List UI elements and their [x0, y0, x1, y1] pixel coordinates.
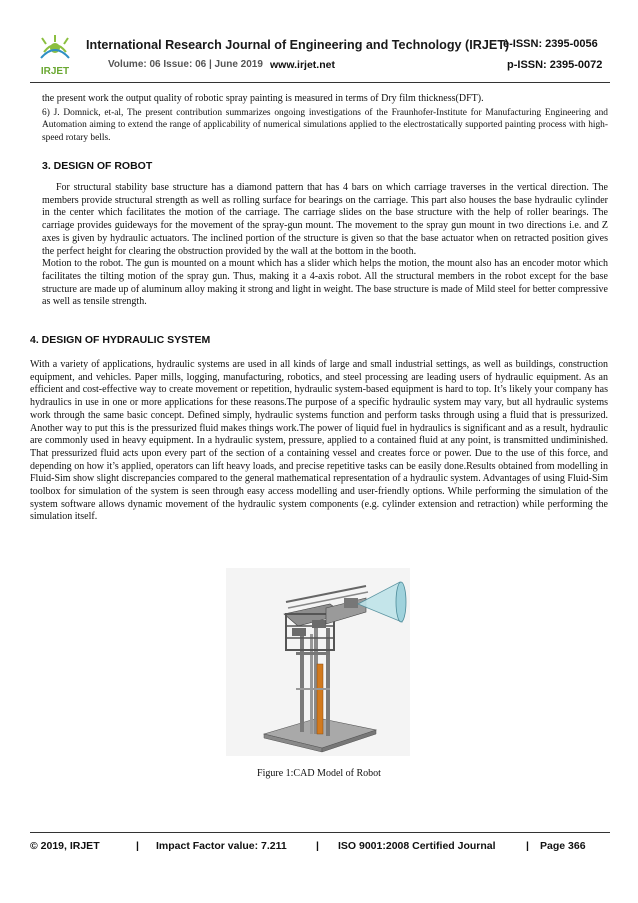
journal-header: [0, 0, 638, 88]
section-3-paragraph-1: For structural stability base structure has a diamond pattern that has 4 bars on which carriage traverses in the vertical direction. The members provide structural strength as well as rolling surface for bearings on the carriage. This part also houses the base hydraulic cylinder in the center which facilitates the motion of the carriage. The carriage slides on the base structure with the help of roller bearings. The carriage provides guideways for the movement of the spray-gun mount. The movement to the spray gun mount in two directions i.e. and Z axes is given by hydraulic actuators. The inclined portion of the structure is given so that the base actuator when on retracted position gives the perfect height for clearing the obstruction provided by the wall at the bottom in the booth.: [42, 182, 608, 257]
section-3-body: [42, 182, 608, 309]
p-issn: p-ISSN: 2395-0072: [507, 59, 603, 71]
section-4-body: [30, 359, 608, 524]
journal-website[interactable]: www.irjet.net: [270, 59, 335, 71]
footer-page-number: Page 366: [540, 840, 586, 852]
footer-iso: ISO 9001:2008 Certified Journal: [338, 840, 496, 852]
svg-text:IRJET: IRJET: [40, 66, 70, 77]
section-4-paragraph-1: With a variety of applications, hydraulic systems are used in all kinds of large and small industrial settings, as well as buildings, construction equipment, and vehicles. Paper mills, logging, manufacturing, robotics, and steel processing are leading users of hydraulic equipment. As an efficient and cost-effective way to create movement or repetition, hydraulic system-based equipment is hard to top. It’s likely your company has hydraulics in use in one or more applications for these reasons.The purpose of a specific hydraulic system may vary, but all hydraulic systems work through the same basic concept. Defined simply, hydraulic systems function and perform tasks through using a fluid that is pressurized. Another way to put this is the pressurized fluid makes things work.The power of liquid fuel in hydraulics is significant and as a result, hydraulic are commonly used in heavy equipment. In a hydraulic system, pressure, applied to a contained fluid at any point, is transmitted undiminished. That pressurized fluid acts upon every part of the section of a containing vessel and creates force or power. Due to the use of this force, and depending on how it’s applied, operators can lift heavy loads, and precise repetitive tasks can be easily done.Results obtained from modelling in Fluid-Sim show slight discrepancies compared to the general mathematical representation of a hydraulic system. Advantages of using Fluid-Sim toolbox for simulation of the system is seen through easy access modelling and user-friendly options. While performing the simulation of the system software allows dynamic movement of the hydraulic system components (e.g. cylinder extension and retraction) while performing the simulation itself.: [30, 359, 608, 523]
volume-issue: Volume: 06 Issue: 06 | June 2019: [108, 59, 263, 70]
figure-caption: Figure 1:CAD Model of Robot: [257, 768, 381, 779]
e-issn: e-ISSN: 2395-0056: [503, 38, 598, 50]
footer-separator: |: [316, 840, 319, 852]
footer-impact-factor: Impact Factor value: 7.211: [156, 840, 287, 852]
section-3-paragraph-2: Motion to the robot. The gun is mounted on a mount which has a slider which helps the motion, the mount also has an encoder motor which facilitates the tilting motion of the spray gun. Thus, making it a 4-axis robot. All the structural members in the robot except for the base structure are made up of aluminum alloy making it strong and light in weight. The base structure is made of Mild steel for better compressive as well as tensile strength.: [42, 258, 608, 308]
reference-6: 6) J. Domnick, et-al, The present contribution summarizes ongoing investigations of the Fraunhofer-Institute for Manufacturing Engineering and Automation aiming to extend the range of applicability of numerical simulations applied to the electrostatically supported painting process with high- speed rotary bells.: [42, 108, 608, 143]
section-4-heading: 4. DESIGN OF HYDRAULIC SYSTEM: [30, 334, 211, 346]
journal-title: International Research Journal of Engineering and Technology (IRJET): [86, 38, 510, 52]
cad-robot-figure: [226, 568, 410, 756]
footer-divider: [30, 832, 610, 833]
footer-separator: |: [136, 840, 139, 852]
irjet-logo-icon: [34, 34, 76, 78]
intro-paragraph: the present work the output quality of robotic spray painting is measured in terms of Dry film thickness(DFT).: [42, 93, 484, 104]
header-divider: [30, 82, 610, 83]
section-3-heading: 3. DESIGN OF ROBOT: [42, 160, 153, 172]
footer-separator: |: [526, 840, 529, 852]
footer-copyright: © 2019, IRJET: [30, 840, 100, 852]
